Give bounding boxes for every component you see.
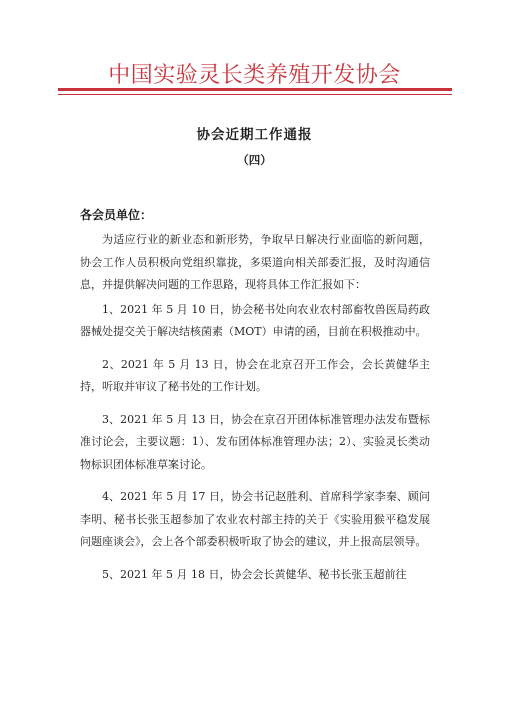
paragraph-intro: 为适应行业的新业态和新形势，争取早日解决行业面临的新问题，协会工作人员积极向党组织靠拢，多渠道向相关部委汇报，及时沟通信息，并提供解决问题的工作思路，现将具体工作汇报如下： [80, 233, 430, 291]
paragraph-item-3: 3、2021 年 5 月 13 日，协会在京召开团体标准管理办法发布暨标准讨论会，主要议题：1）、发布团体标准管理办法；2）、实验灵长类动物标识团体标准草案讨论。 [80, 412, 430, 471]
document-title: 协会近期工作通报 [196, 127, 313, 143]
document-issue-number: （四） [237, 153, 272, 167]
paragraph-item-1: 1、2021 年 5 月 10 日，协会秘书处向农业农村部畜牧兽医局药政器械处提交关于解决结核菌素（MOT）申请的函，目前在积极推动中。 [80, 302, 430, 338]
letterhead-rule-thin [58, 94, 452, 95]
salutation: 各会员单位： [80, 208, 153, 222]
document-body [80, 229, 430, 596]
letterhead-org-name: 中国实验灵长类养殖开发协会 [108, 63, 401, 88]
paragraph-item-2: 2、2021 年 5 月 13 日，协会在北京召开工作会，会长黄健华主持，听取并审议了秘书处的工作计划。 [80, 357, 430, 393]
letterhead-rule-thick [58, 88, 452, 91]
paragraph-item-5: 5、2021 年 5 月 18 日，协会会长黄健华、秘书长张玉超前往 [102, 567, 407, 581]
paragraph-item-4: 4、2021 年 5 月 17 日，协会书记赵胜利、首席科学家李秦、顾问李明、秘书长张玉超参加了农业农村部主持的关于《实验用猴平稳发展问题座谈会》，会上各个部委积极听取了协会的建议，并上报高层领导。 [80, 490, 430, 548]
